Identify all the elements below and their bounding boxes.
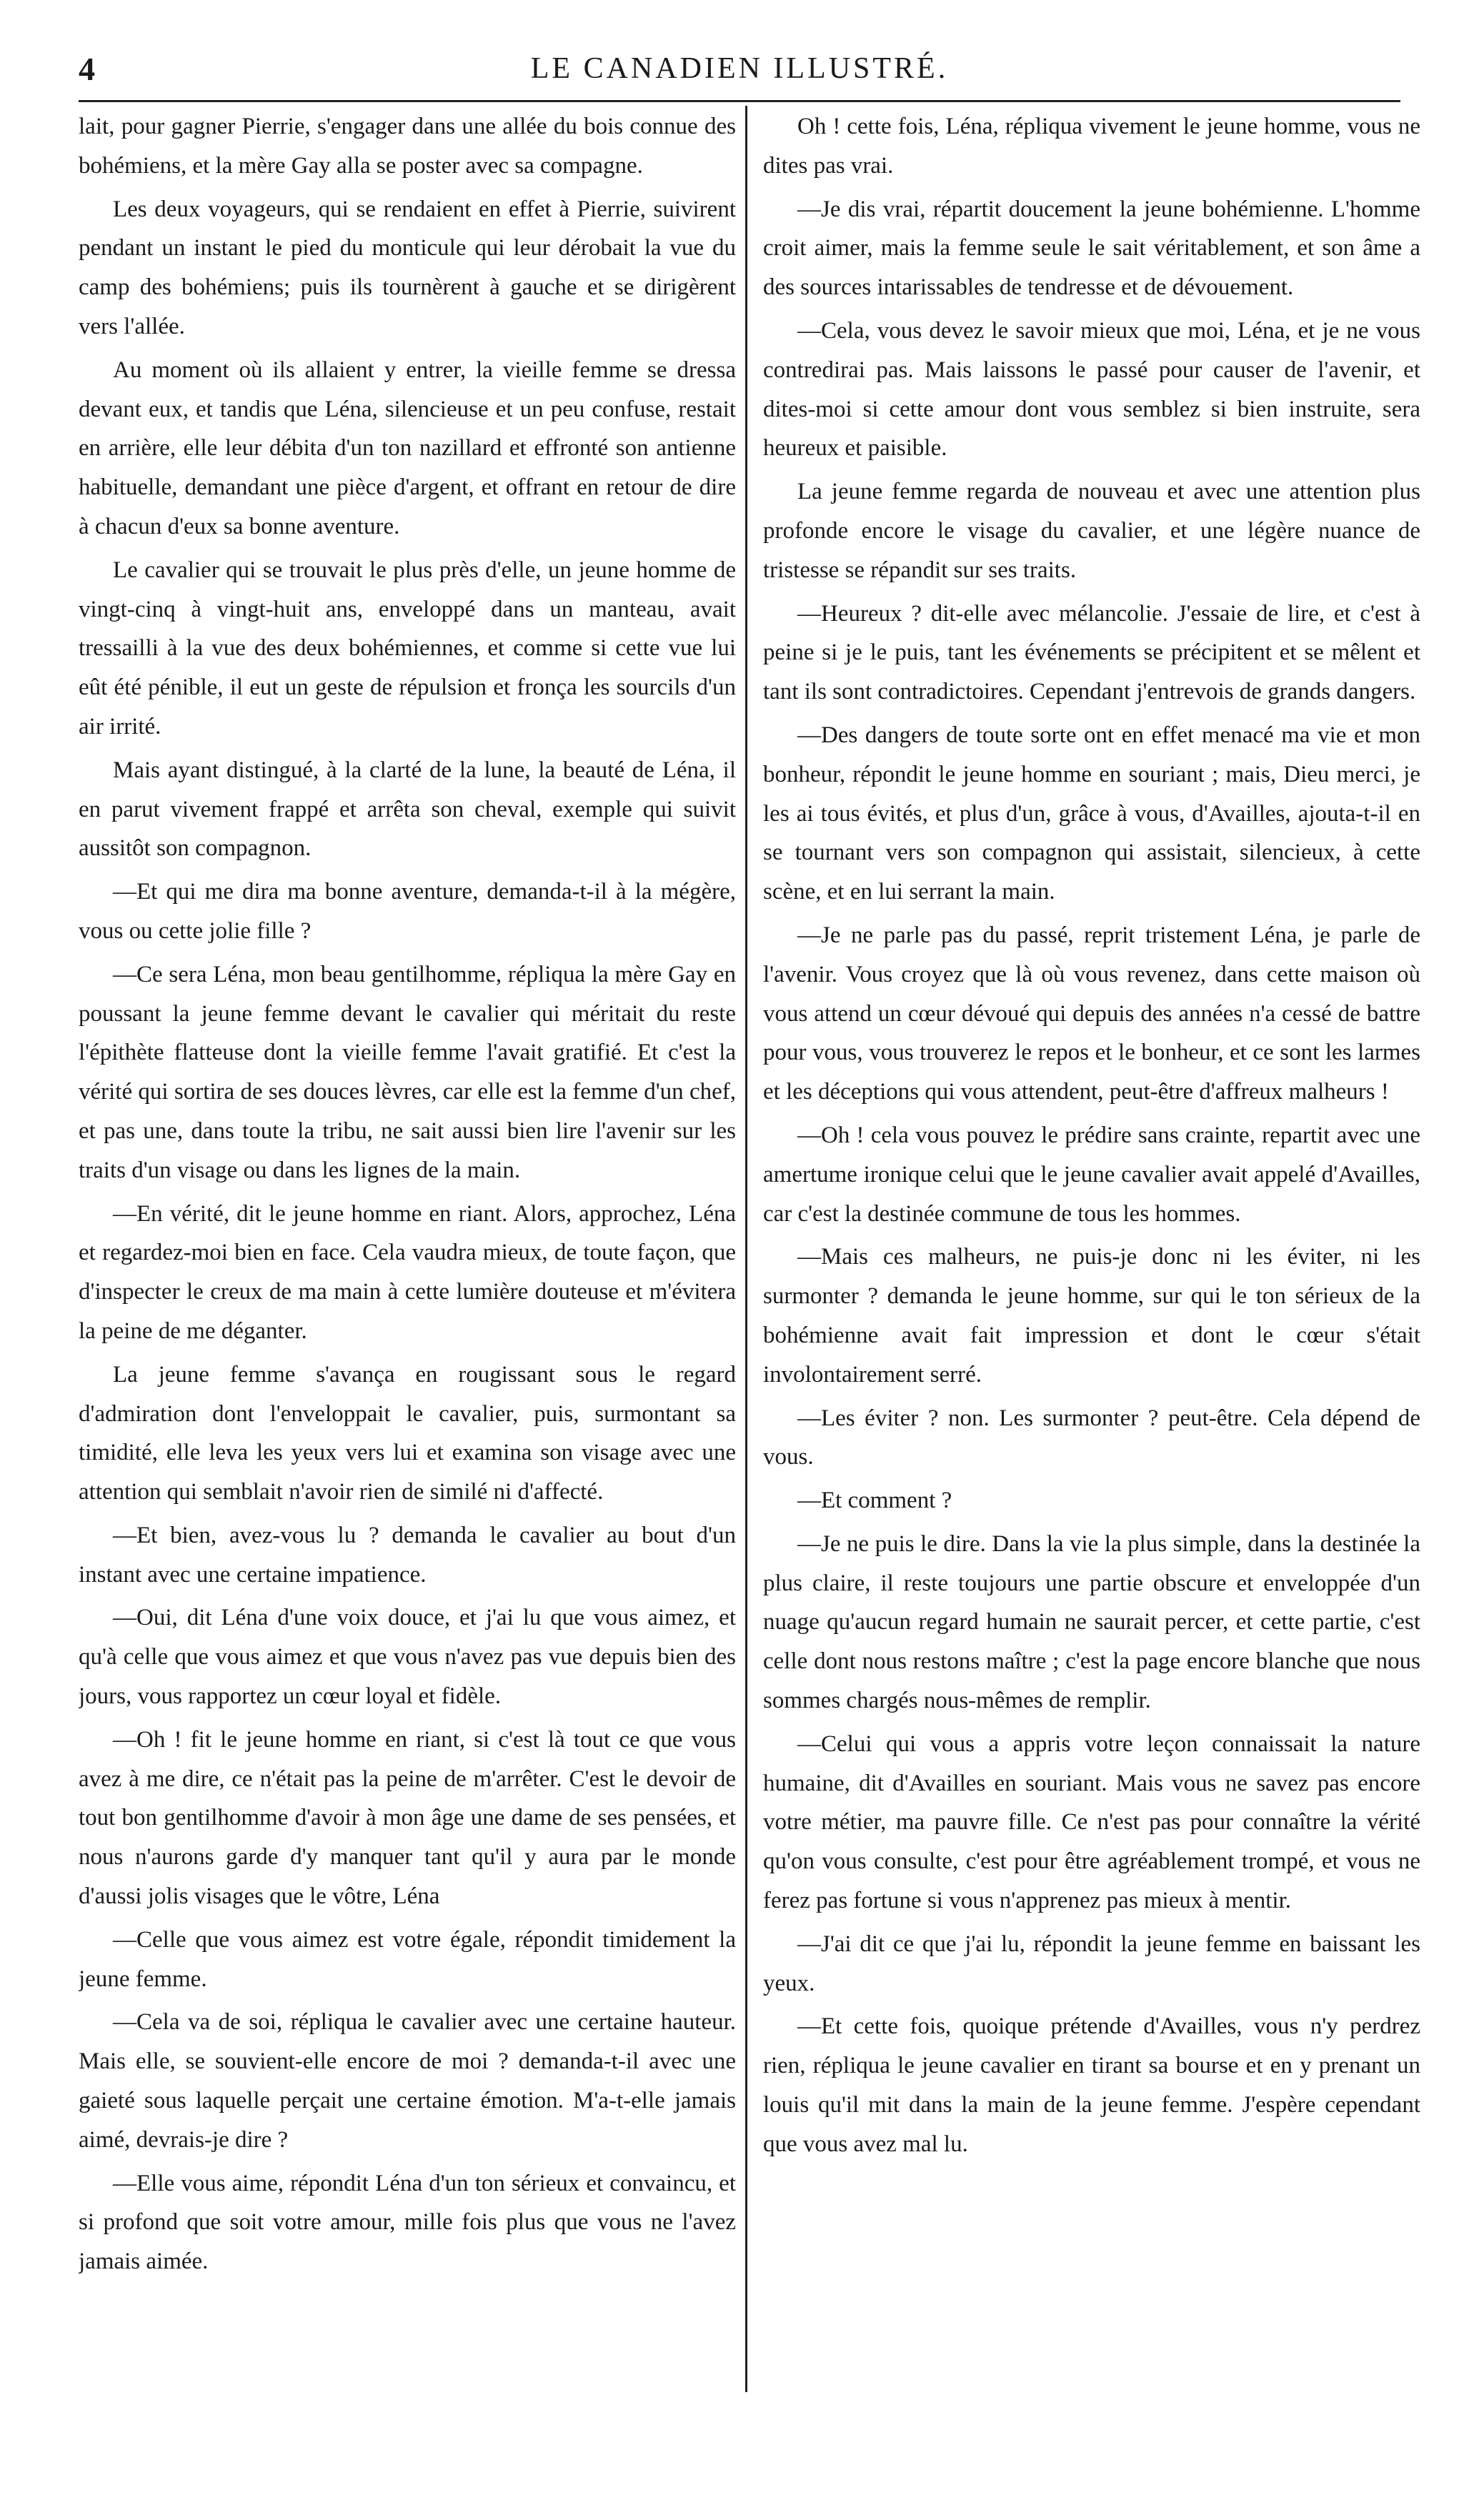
paragraph: —Celui qui vous a appris votre leçon connaissait la nature humaine, dit d'Availles en souriant. Mais vous ne savez pas encore votre métier, ma pauvre fille. Ce n'est pas pour connaître la vérité qu'on vous consulte, c'est pour être agréablement trompé, et vous ne ferez pas fortune si vous n'apprenez pas mieux à mentir.: [763, 1730, 1420, 1914]
paragraph: lait, pour gagner Pierrie, s'engager dans une allée du bois connue des bohémiens, et la mère Gay alla se poster avec sa compagne.: [79, 114, 736, 179]
paragraph: —Oui, dit Léna d'une voix douce, et j'ai lu que vous aimez, et qu'à celle que vous aimez et que vous n'avez pas vue depuis bien des jours, vous rapportez un cœur loyal et fidèle.: [79, 1605, 736, 1710]
page-header: [79, 43, 1400, 100]
paragraph: —Je ne puis le dire. Dans la vie la plus simple, dans la destinée la plus claire, il reste toujours une partie obscure et enveloppée d'un nuage qu'aucun regard humain ne saurait percer, et cette partie, c'est celle dont nous restons maître ; c'est la page encore blanche que nous sommes chargés nous-mêmes de remplir.: [763, 1530, 1420, 1714]
paragraph: —En vérité, dit le jeune homme en riant. Alors, approchez, Léna et regardez-moi bien en face. Cela vaudra mieux, de toute façon, que d'inspecter le creux de ma main à cette lumière douteuse et m'évitera la peine de me déganter.: [79, 1200, 736, 1344]
paragraph: La jeune femme regarda de nouveau et avec une attention plus profonde encore le visage du cavalier, et une légère nuance de tristesse se répandit sur ses traits.: [763, 479, 1420, 583]
paragraph: —Oh ! cela vous pouvez le prédire sans crainte, repartit avec une amertume ironique celui que le jeune cavalier avait appelé d'Availles, car c'est la destinée commune de tous les hommes.: [763, 1122, 1420, 1227]
journal-title: LE CANADIEN ILLUSTRÉ.: [530, 52, 949, 85]
paragraph: Au moment où ils allaient y entrer, la vieille femme se dressa devant eux, et tandis que Léna, silencieuse et un peu confuse, restait en arrière, elle leur débita d'un ton nazillard et effronté son antienne habituelle, demandant une pièce d'argent, et offrant en retour de dire à chacun d'eux sa bonne aventure.: [79, 357, 736, 539]
left-column: [79, 107, 736, 2422]
paragraph: —Des dangers de toute sorte ont en effet menacé ma vie et mon bonheur, répondit le jeune homme en souriant ; mais, Dieu merci, je les ai tous évités, et plus d'un, grâce à vous, d'Availles, ajouta-t-il en se tournant vers son compagnon qui assistait, silencieux, à cette scène, et en lui serrant la main.: [763, 722, 1420, 905]
column-divider: [745, 106, 747, 2392]
paragraph: —Cela va de soi, répliqua le cavalier avec une certaine hauteur. Mais elle, se souvient-elle encore de moi ? demanda-t-il avec une gaieté sous laquelle perçait une certaine émotion. M'a-t-elle jamais aimé, devrais-je dire ?: [79, 2009, 736, 2153]
paragraph: —Ce sera Léna, mon beau gentilhomme, répliqua la mère Gay en poussant la jeune femme devant le cavalier qui méritait du reste l'épithète flatteuse dont la vieille femme l'avait gratifié. Et c'est la vérité qui sortira de ses douces lèvres, car elle est la femme d'un chef, et pas une, dans toute la tribu, ne sait aussi bien lire l'avenir sur les traits d'un visage ou dans les lignes de la main.: [79, 961, 736, 1183]
paragraph: —Et qui me dira ma bonne aventure, demanda-t-il à la mégère, vous ou cette jolie fille ?: [79, 879, 736, 944]
paragraph: —Les éviter ? non. Les surmonter ? peut-être. Cela dépend de vous.: [763, 1405, 1420, 1470]
page-number: 4: [79, 51, 95, 87]
paragraph: Oh ! cette fois, Léna, répliqua vivement le jeune homme, vous ne dites pas vrai.: [763, 114, 1420, 179]
right-column: [763, 107, 1420, 2422]
header-rule: [79, 100, 1400, 102]
paragraph: Les deux voyageurs, qui se rendaient en effet à Pierrie, suivirent pendant un instant le pied du monticule qui leur dérobait la vue du camp des bohémiens; puis ils tournèrent à gauche et se dirigèrent vers l'allée.: [79, 196, 736, 339]
paragraph: —Je dis vrai, répartit doucement la jeune bohémienne. L'homme croit aimer, mais la femme seule le sait véritablement, et son âme a des sources intarissables de tendresse et de dévouement.: [763, 196, 1420, 301]
paragraph: La jeune femme s'avança en rougissant sous le regard d'admiration dont l'enveloppait le cavalier, puis, surmontant sa timidité, elle leva les yeux vers lui et examina son visage avec une attention qui semblait n'avoir rien de similé ni d'affecté.: [79, 1361, 736, 1505]
paragraph: —Oh ! fit le jeune homme en riant, si c'est là tout ce que vous avez à me dire, ce n'était pas la peine de m'arrêter. C'est le devoir de tout bon gentilhomme d'avoir à mon âge une dame de ses pensées, et nous n'aurons garde d'y manquer tant qu'il y aura par le monde d'aussi jolis visages que le vôtre, Léna: [79, 1726, 736, 1910]
paragraph: Le cavalier qui se trouvait le plus près d'elle, un jeune homme de vingt-cinq à vingt-huit ans, enveloppé dans un manteau, avait tressailli à la vue des deux bohémiennes, et comme si cette vue lui eût été pénible, il eut un geste de répulsion et fronça les sourcils d'un air irrité.: [79, 557, 736, 739]
paragraph: —Cela, vous devez le savoir mieux que moi, Léna, et je ne vous contredirai pas. Mais laissons le passé pour causer de l'avenir, et dites-moi si cette amour dont vous semblez si bien instruite, sera heureux et paisible.: [763, 317, 1420, 462]
paragraph: —Mais ces malheurs, ne puis-je donc ni les éviter, ni les surmonter ? demanda le jeune homme, sur qui le ton sérieux de la bohémienne avait fait impression et dont le cœur s'était involontairement serré.: [763, 1244, 1420, 1388]
paragraph: —Elle vous aime, répondit Léna d'un ton sérieux et convaincu, et si profond que soit votre amour, mille fois plus que vous ne l'avez jamais aimée.: [79, 2170, 736, 2275]
paragraph: —Et cette fois, quoique prétende d'Availles, vous n'y perdrez rien, répliqua le jeune cavalier en tirant sa bourse et en y prenant un louis qu'il mit dans la main de la jeune femme. J'espère cependant que vous avez mal lu.: [763, 2013, 1420, 2157]
paragraph: —Heureux ? dit-elle avec mélancolie. J'essaie de lire, et c'est à peine si je le puis, tant les événements se précipitent et se mêlent et tant ils sont contradictoires. Cependant j'entrevois de grands dangers.: [763, 600, 1420, 705]
paragraph: —Et bien, avez-vous lu ? demanda le cavalier au bout d'un instant avec une certaine impatience.: [79, 1522, 736, 1588]
paragraph: Mais ayant distingué, à la clarté de la lune, la beauté de Léna, il en parut vivement frappé et arrêta son cheval, exemple qui suivit aussitôt son compagnon.: [79, 757, 736, 862]
paragraph: —Je ne parle pas du passé, reprit tristement Léna, je parle de l'avenir. Vous croyez que là où vous revenez, dans cette maison où vous attend un cœur dévoué qui depuis des années n'a cessé de battre pour vous, vous trouverez le repos et le bonheur, et ce sont les larmes et les déceptions qui vous attendent, peut-être d'affreux malheurs !: [763, 922, 1420, 1105]
paragraph: —J'ai dit ce que j'ai lu, répondit la jeune femme en baissant les yeux.: [763, 1931, 1420, 1996]
paragraph: —Celle que vous aimez est votre égale, répondit timidement la jeune femme.: [79, 1926, 736, 1992]
paragraph: —Et comment ?: [797, 1488, 952, 1514]
